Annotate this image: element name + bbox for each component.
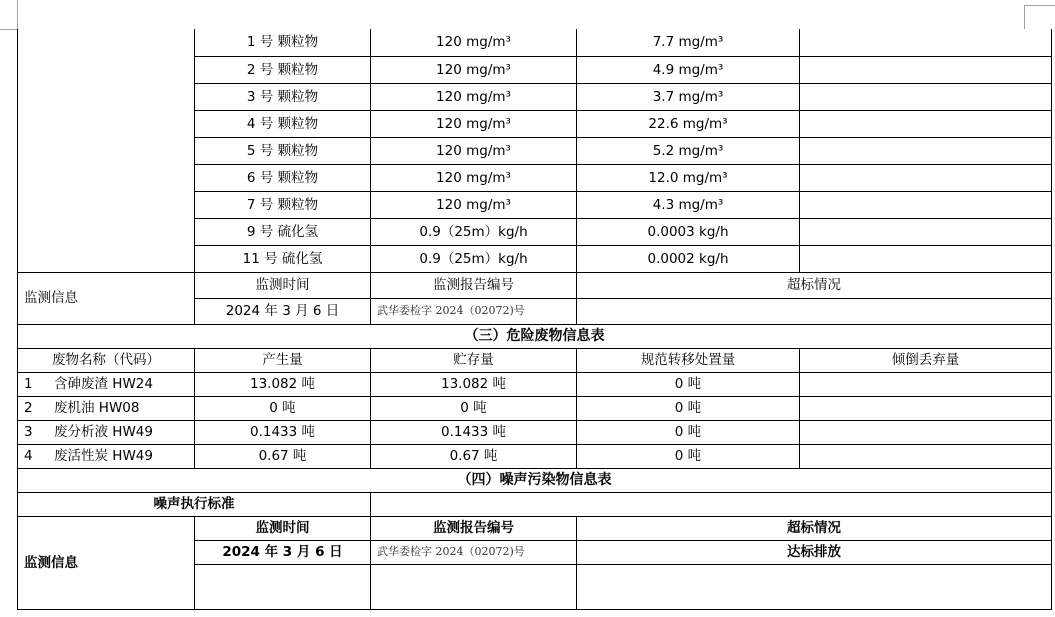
emission-measured: 22.6 mg/m³ <box>577 110 800 137</box>
hazardous-name: 废分析液 HW49 <box>54 424 153 440</box>
hazardous-header-produced: 产生量 <box>195 348 371 372</box>
noise-standard-row <box>18 492 1052 516</box>
hazardous-transferred: 0 吨 <box>577 396 800 420</box>
hazardous-name-cell <box>18 420 195 444</box>
hazardous-index: 4 <box>24 448 33 464</box>
noise-exceed: 达标排放 <box>577 540 1052 564</box>
hazardous-dumped <box>800 396 1052 420</box>
hazardous-name-cell <box>18 444 195 468</box>
crop-mark-right-v <box>1024 5 1025 29</box>
monitoring-exceed-header: 超标情况 <box>577 272 1052 298</box>
emission-standard: 0.9（25m）kg/h <box>371 218 577 245</box>
emission-standard: 0.9（25m）kg/h <box>371 245 577 272</box>
monitoring-header-row <box>18 272 1052 298</box>
pollution-info-table <box>17 29 1052 610</box>
emission-standard: 120 mg/m³ <box>371 110 577 137</box>
hazardous-stored: 0.1433 吨 <box>371 420 577 444</box>
hazardous-produced: 0.1433 吨 <box>195 420 371 444</box>
crop-mark-right-h <box>1024 5 1055 6</box>
emission-note <box>800 29 1052 56</box>
emission-note <box>800 137 1052 164</box>
hazardous-stored: 13.082 吨 <box>371 372 577 396</box>
emission-blank-cell <box>18 29 195 272</box>
hazardous-section-title: （三）危险废物信息表 <box>18 324 1052 348</box>
emission-note <box>800 164 1052 191</box>
monitoring-report-number: 武华委检字 2024（02072)号 <box>371 298 577 324</box>
hazardous-header-dumped: 倾倒丢弃量 <box>800 348 1052 372</box>
hazardous-name: 含砷废渣 HW24 <box>54 376 153 392</box>
emission-standard: 120 mg/m³ <box>371 191 577 218</box>
emission-note <box>800 83 1052 110</box>
hazardous-row <box>18 444 1052 468</box>
emission-note <box>800 245 1052 272</box>
noise-report-number: 武华委检字 2024（02072)号 <box>371 540 577 564</box>
emission-measured: 5.2 mg/m³ <box>577 137 800 164</box>
emission-point: 5 号 颗粒物 <box>195 137 371 164</box>
emission-standard: 120 mg/m³ <box>371 164 577 191</box>
hazardous-produced: 0.67 吨 <box>195 444 371 468</box>
section-title-row <box>18 468 1052 492</box>
monitoring-time: 2024 年 3 月 6 日 <box>195 298 371 324</box>
noise-exceed-header: 超标情况 <box>577 516 1052 540</box>
emission-measured: 3.7 mg/m³ <box>577 83 800 110</box>
hazardous-stored: 0.67 吨 <box>371 444 577 468</box>
hazardous-dumped <box>800 420 1052 444</box>
noise-time-header: 监测时间 <box>195 516 371 540</box>
emission-note <box>800 110 1052 137</box>
monitoring-time-header: 监测时间 <box>195 272 371 298</box>
hazardous-dumped <box>800 444 1052 468</box>
crop-mark-left-h <box>0 29 17 30</box>
monitoring-report-header: 监测报告编号 <box>371 272 577 298</box>
hazardous-header-transferred: 规范转移处置量 <box>577 348 800 372</box>
hazardous-row <box>18 396 1052 420</box>
emission-measured: 0.0002 kg/h <box>577 245 800 272</box>
hazardous-name: 废机油 HW08 <box>54 400 140 416</box>
section-title-row <box>18 324 1052 348</box>
hazardous-index: 3 <box>24 424 33 440</box>
emission-measured: 4.3 mg/m³ <box>577 191 800 218</box>
emission-point: 11 号 硫化氢 <box>195 245 371 272</box>
emission-standard: 120 mg/m³ <box>371 29 577 56</box>
hazardous-header-name: 废物名称（代码） <box>18 348 195 372</box>
monitoring-label: 监测信息 <box>18 272 195 324</box>
noise-time: 2024 年 3 月 6 日 <box>195 540 371 564</box>
emission-standard: 120 mg/m³ <box>371 83 577 110</box>
emission-point: 2 号 颗粒物 <box>195 56 371 83</box>
hazardous-transferred: 0 吨 <box>577 444 800 468</box>
emission-standard: 120 mg/m³ <box>371 137 577 164</box>
hazardous-produced: 0 吨 <box>195 396 371 420</box>
emission-point: 6 号 颗粒物 <box>195 164 371 191</box>
emission-point: 4 号 颗粒物 <box>195 110 371 137</box>
emission-note <box>800 218 1052 245</box>
noise-blank-cell <box>371 564 577 609</box>
emission-point: 3 号 颗粒物 <box>195 83 371 110</box>
emission-measured: 12.0 mg/m³ <box>577 164 800 191</box>
noise-blank-cell <box>195 564 371 609</box>
monitoring-exceed <box>577 298 1052 324</box>
emission-measured: 0.0003 kg/h <box>577 218 800 245</box>
hazardous-index: 1 <box>24 376 33 392</box>
crop-mark-left-v <box>17 0 18 29</box>
emission-note <box>800 191 1052 218</box>
noise-standard-value <box>371 492 1052 516</box>
noise-standard-label: 噪声执行标准 <box>18 492 371 516</box>
hazardous-transferred: 0 吨 <box>577 420 800 444</box>
hazardous-produced: 13.082 吨 <box>195 372 371 396</box>
hazardous-dumped <box>800 372 1052 396</box>
emission-note <box>800 56 1052 83</box>
hazardous-header-stored: 贮存量 <box>371 348 577 372</box>
noise-report-header: 监测报告编号 <box>371 516 577 540</box>
hazardous-name-cell <box>18 372 195 396</box>
noise-header-row <box>18 516 1052 540</box>
hazardous-name-cell <box>18 396 195 420</box>
noise-monitoring-label: 监测信息 <box>18 516 195 609</box>
hazardous-index: 2 <box>24 400 33 416</box>
emission-point: 9 号 硫化氢 <box>195 218 371 245</box>
noise-blank-cell <box>577 564 1052 609</box>
hazardous-row <box>18 372 1052 396</box>
hazardous-stored: 0 吨 <box>371 396 577 420</box>
emission-measured: 7.7 mg/m³ <box>577 29 800 56</box>
emission-point: 7 号 颗粒物 <box>195 191 371 218</box>
hazardous-row <box>18 420 1052 444</box>
hazardous-transferred: 0 吨 <box>577 372 800 396</box>
hazardous-header-row <box>18 348 1052 372</box>
emission-row <box>18 29 1052 56</box>
noise-section-title: （四）噪声污染物信息表 <box>18 468 1052 492</box>
emission-standard: 120 mg/m³ <box>371 56 577 83</box>
emission-point: 1 号 颗粒物 <box>195 29 371 56</box>
emission-measured: 4.9 mg/m³ <box>577 56 800 83</box>
hazardous-name: 废活性炭 HW49 <box>54 448 153 464</box>
